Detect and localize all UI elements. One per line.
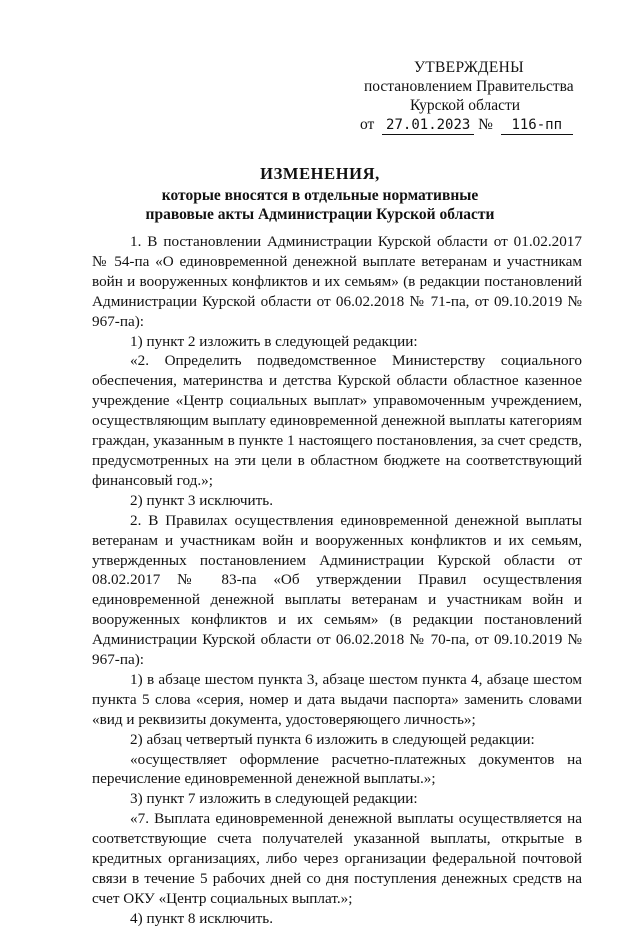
paragraph: 2. В Правилах осуществления единовременной денежной выплаты ветеранам и участникам войн и вооруженных конфликтов и их семьям, утвержденных постановлением Администрации Курской области от 08.02.2017 № 83-па «Об утверждении Правил осуществления единовременной денежной выплаты ветеранам и участникам войн и вооруженных конфликтов и их семьям» (в редакции постановлений Администрации Курской области от 06.02.2018 № 70-па, от 09.10.2019 № 967-па): xyxy=(92,511,582,669)
paragraph: 1) пункт 2 изложить в следующей редакции: xyxy=(130,332,418,350)
paragraph: 3) пункт 7 изложить в следующей редакции: xyxy=(130,790,418,808)
paragraph: 1. В постановлении Администрации Курской области от 01.02.2017 № 54-па «О единовременной денежной выплате ветеранам и участникам войн и вооруженных конфликтов и их семьям» (в редакции постановлений Администрации Курской области от 06.02.2018 № 71-па, от 09.10.2019 № 967-па): xyxy=(92,233,582,330)
approval-stamp xyxy=(360,58,610,135)
number-label: № xyxy=(478,116,493,133)
paragraph: «7. Выплата единовременной денежной выплаты осуществляется на соответствующие счета получателей указанной выплаты, открытые в кредитных организациях, либо через организации федеральной почтовой связи в течение 5 рабочих дней со дня поступления денежных средств на счет ОКУ «Центр социальных выплат.»; xyxy=(92,810,582,907)
from-label: от xyxy=(360,116,375,133)
paragraph: «осуществляет оформление расчетно-платежных документов на перечисление единовременной денежной выплаты.»; xyxy=(92,750,582,788)
paragraph: 4) пункт 8 исключить. xyxy=(130,909,274,927)
paragraph: 2) абзац четвертый пункта 6 изложить в следующей редакции: xyxy=(130,730,535,748)
document-title xyxy=(0,163,640,224)
approval-date: 27.01.2023 xyxy=(382,117,474,135)
title-subtitle-2: правовые акты Администрации Курской области xyxy=(145,206,495,223)
approval-number: 116-пп xyxy=(501,117,573,135)
paragraph: 2) пункт 3 исключить. xyxy=(130,491,274,509)
title-heading: ИЗМЕНЕНИЯ, xyxy=(260,164,380,183)
paragraph: 1) в абзаце шестом пункта 3, абзаце шестом пункта 4, абзаце шестом пункта 5 слова «серия, номер и дата выдачи паспорта» заменить словами «вид и реквизиты документа, удостоверяющего личность»; xyxy=(92,670,582,728)
approval-authority: постановлением Правительства xyxy=(364,78,574,95)
title-subtitle-1: которые вносятся в отдельные нормативные xyxy=(161,187,479,204)
approval-region: Курской области xyxy=(410,97,521,114)
paragraph: «2. Определить подведомственное Министерству социального обеспечения, материнства и детства Курской области областное казенное учреждение «Центр социальных выплат» управомоченным учреждением, осуществляющим выплату единовременной денежной выплаты категориям граждан, указанным в пункте 1 настоящего постановления, за счет средств, предусмотренных на эти цели в областном бюджете на соответствующий финансовый год.»; xyxy=(92,352,582,489)
approval-date-number xyxy=(360,115,610,135)
approval-title: УТВЕРЖДЕНЫ xyxy=(414,59,524,76)
document-body xyxy=(92,232,582,929)
